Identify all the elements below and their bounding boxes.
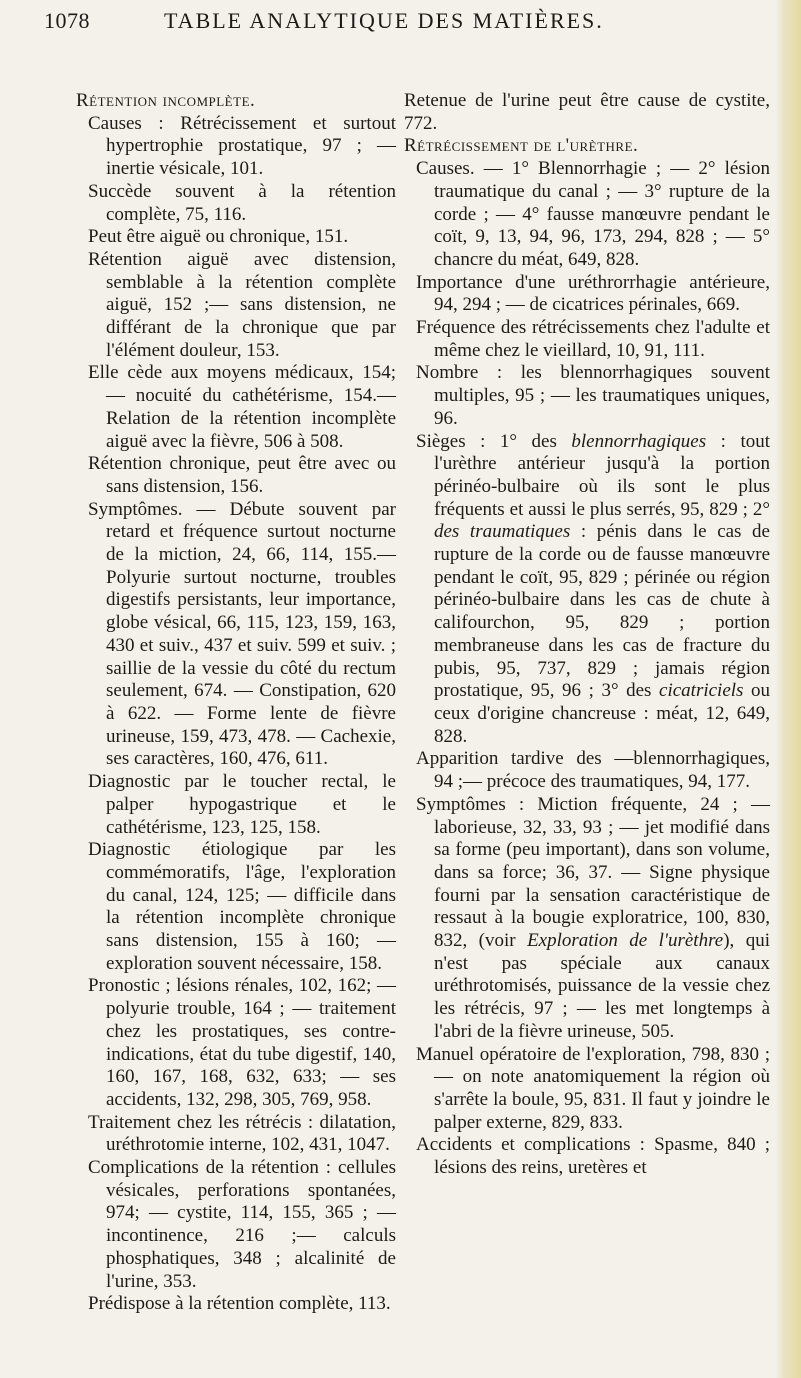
symptomes-text: ), qui n'est pas spéciale aux canaux uréthrotomisés, puissance de la vessie chez les rétrécis, 97 ; — les met longtemps à l'abri de la fièvre urineuse, 505. xyxy=(434,930,771,1042)
index-entry: Manuel opératoire de l'exploration, 798, 830 ; — on note anatomiquement la région où s'arrête la boule, 95, 831. Il faut y joindre le palper externe, 829, 833. xyxy=(416,1043,770,1133)
index-entry: Apparition tardive des —blennorrhagiques, 94 ;— précoce des traumatiques, 94, 177. xyxy=(416,748,770,793)
sieges-italic: des traumatiques xyxy=(434,521,571,543)
index-entry: Causes : Rétrécissement et surtout hypertrophie prostatique, 97 ; — inertie vésicale, 101. xyxy=(88,112,396,180)
index-entry-symptomes xyxy=(416,794,770,1044)
index-entry: Fréquence des rétrécissements chez l'adulte et même chez le vieillard, 10, 91, 111. xyxy=(416,317,770,361)
page-edge-shadow xyxy=(775,0,801,1378)
left-column xyxy=(76,90,396,1316)
index-entry: Elle cède aux moyens médicaux, 154; — nocuité du cathétérisme, 154.— Relation de la rétention incomplète aiguë avec la fièvre, 506 à 508. xyxy=(88,362,396,452)
index-entry: Accidents et complications : Spasme, 840 ; lésions des reins, uretères et xyxy=(416,1134,770,1179)
symptomes-text: Symptômes : Miction fréquente, 24 ; — laborieuse, 32, 33, 93 ; — jet modifié dans sa forme (peu important), dans son volume, dans sa force; 36, 37. — Signe physique fourni par la sensation caractéristique de ressaut à la bougie exploratrice, 100, 830, 832, (voir xyxy=(416,793,770,952)
page-number: 1078 xyxy=(44,8,90,33)
sieges-italic: cicatriciels xyxy=(659,680,744,702)
index-entry: Symptômes. — Débute souvent par retard et fréquence surtout nocturne de la miction, 24, 66, 114, 155.— Polyurie surtout nocturne, troubles digestifs persistants, leur importance, globe vésical, 66, 115, 123, 159, 163, 430 et suiv., 437 et suiv. 599 et suiv. ; saillie de la vessie du côté du rectum seulement, 674. — Constipation, 620 à 622. — Forme lente de fièvre urineuse, 159, 473, 478. — Cachexie, ses caractères, 160, 476, 611. xyxy=(88,498,396,770)
index-entry: Causes. — 1° Blennorrhagie ; — 2° lésion traumatique du canal ; — 3° rupture de la corde ; — 4° fausse manœuvre pendant le coït, 9, 13, 94, 96, 173, 294, 828 ; — 5° chancre du méat, 649, 828. xyxy=(416,158,770,270)
index-entry: Peut être aiguë ou chronique, 151. xyxy=(88,226,349,248)
sieges-text: : pénis dans le cas de rupture de la corde ou de fausse manœuvre pendant le coït, 95, 829 ; périnée ou région périnéo-bulbaire dans les cas de chute à califourchon, 95, 829 ; portion membraneuse dans les cas de fracture du pubis, 95, 737, 829 ; jamais région prostatique, 95, 96 ; 3° des xyxy=(434,521,770,702)
index-entry: Complications de la rétention : cellules vésicales, perforations spontanées, 974; — cystite, 114, 155, 365 ; — incontinence, 216 ;— calculs phosphatiques, 348 ; alcalinité de l'urine, 353. xyxy=(88,1157,396,1292)
index-entry-sieges xyxy=(416,431,770,749)
index-entry: Succède souvent à la rétention complète, 75, 116. xyxy=(88,180,396,225)
running-title: TABLE ANALYTIQUE DES MATIÈRES. xyxy=(164,8,604,33)
index-entry: Diagnostic par le toucher rectal, le palper hypogastrique et le cathétérisme, 123, 125, 158. xyxy=(88,771,396,838)
symptomes-italic: Exploration de l'urèthre xyxy=(527,930,724,952)
index-entry: Rétention aiguë avec distension, semblable à la rétention complète aiguë, 152 ;— sans distension, ne différant de la chronique que par l'élément douleur, 153. xyxy=(88,248,396,361)
page-header xyxy=(44,8,764,38)
sieges-text: : tout l'urèthre antérieur jusqu'à la portion périnéo-bulbaire où ils sont le plus fréquents et aussi le plus serrés, 95, 829 ; 2° xyxy=(434,430,771,520)
index-entry: Traitement chez les rétrécis : dilatation, uréthrotomie interne, 102, 431, 1047. xyxy=(88,1111,396,1156)
sieges-italic: blennorrhagiques xyxy=(571,430,707,452)
right-column xyxy=(404,90,770,1180)
index-entry: Prédispose à la rétention complète, 113. xyxy=(88,1293,391,1315)
sieges-text: Sièges : 1° des xyxy=(416,430,572,452)
index-entry: Pronostic ; lésions rénales, 102, 162; — polyurie trouble, 164 ; — traitement chez les prostatiques, ses contre-indications, état du tube digestif, 140, 160, 167, 168, 632, 633; — ses accidents, 132, 298, 305, 769, 958. xyxy=(88,975,396,1110)
entry-heading-retention: Rétention incomplète. xyxy=(76,90,256,111)
index-entry: Nombre : les blennorrhagiques souvent multiples, 95 ; — les traumatiques uniques, 96. xyxy=(416,362,770,429)
sieges-text: ou ceux d'origine chancreuse : méat, 12, 649, 828. xyxy=(434,680,770,747)
index-entry: Diagnostic étiologique par les commémoratifs, l'âge, l'exploration du canal, 124, 125; — difficile dans la rétention incomplète chronique sans distension, 155 à 160; — exploration souvent nécessaire, 158. xyxy=(88,839,396,974)
entry-heading-retrecissement: Rétrécissement de l'urèthre. xyxy=(404,135,639,157)
index-entry: Rétention chronique, peut être avec ou sans distension, 156. xyxy=(88,453,396,497)
index-entry: Importance d'une uréthrorrhagie antérieure, 94, 294 ; — de cicatrices périnales, 669. xyxy=(416,271,770,316)
index-entry-retenue: Retenue de l'urine peut être cause de cystite, 772. xyxy=(404,90,770,134)
